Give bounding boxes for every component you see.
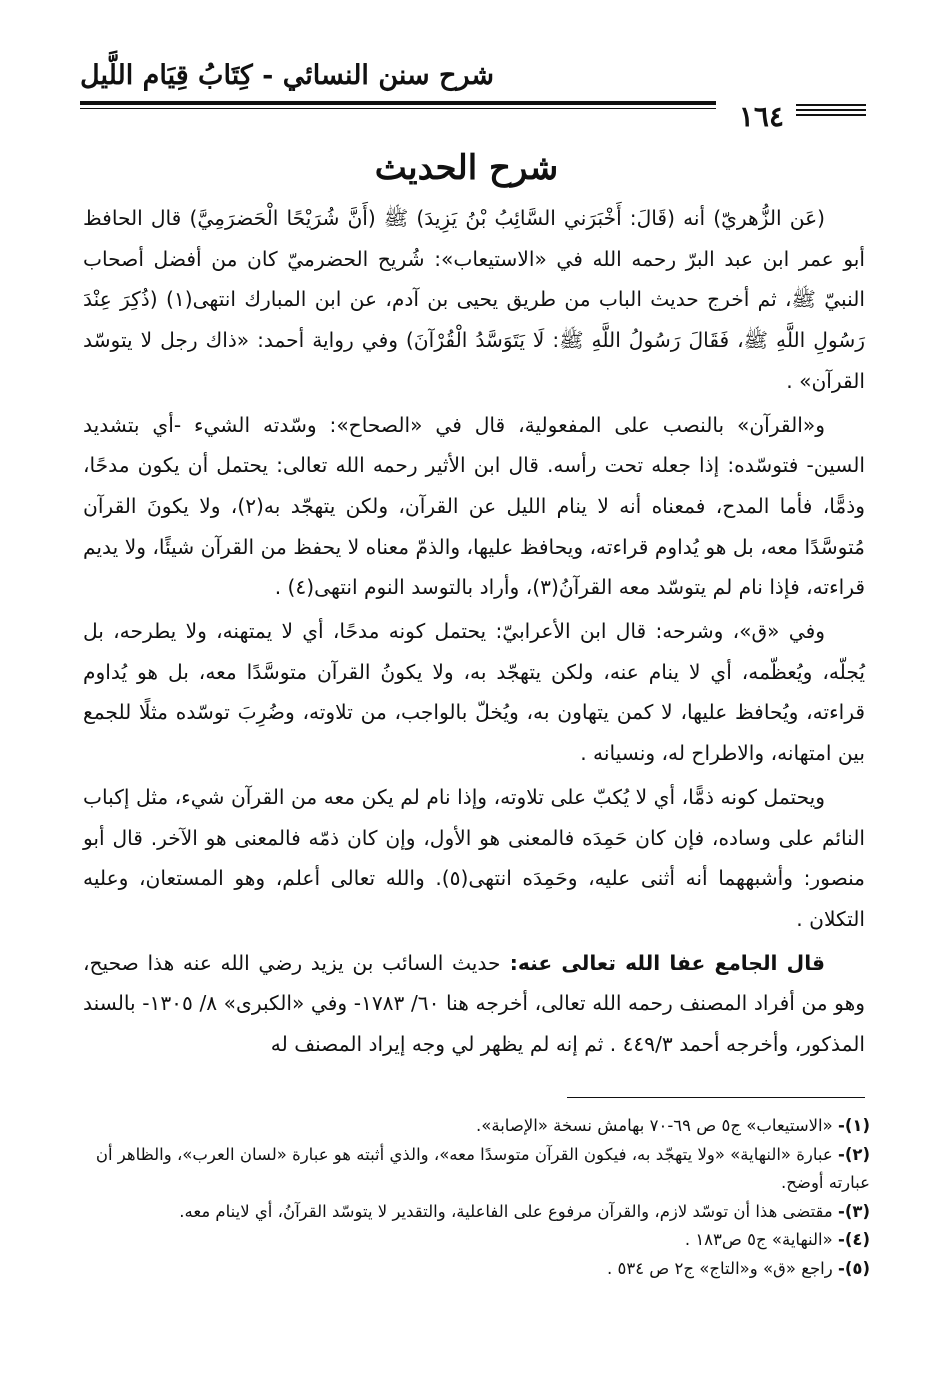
ornament-bar — [796, 109, 866, 111]
footnote-text: «الاستيعاب» ج٥ ص ٦٩-٧٠ بهامش نسخة «الإصابة». — [476, 1116, 838, 1135]
paragraph-lead: قال الجامع عفا الله تعالى عنه: — [500, 950, 825, 975]
footnote — [80, 1141, 870, 1198]
footnote-divider — [567, 1097, 865, 1098]
page-number-ornament — [796, 104, 866, 119]
running-header — [80, 60, 866, 133]
paragraph — [83, 943, 865, 1065]
ornament-bar — [796, 114, 866, 116]
footnote-text: «النهاية» ج٥ ص١٨٣ . — [684, 1230, 838, 1249]
footnote-mark: (٤)- — [837, 1230, 870, 1249]
footnote-mark: (٢)- — [837, 1144, 870, 1164]
paragraph-body: حديث السائب بن يزيد رضي الله عنه هذا صحيح، وهو من أفراد المصنف رحمه الله تعالى، أخرجه هنا ٦٠/ ١٧٨٣- وفي «الكبرى» ٨/ ١٣٠٥- بالسند المذكور، وأخرجه أحمد ٤٤٩/٣ . ثم إنه لم يظهر لي وجه إيراد المصنف له — [83, 950, 866, 1057]
footnote — [80, 1255, 870, 1284]
footnote-mark: (٣)- — [837, 1201, 870, 1221]
page-number: ١٦٤ — [738, 100, 784, 133]
ornament-bar — [796, 104, 866, 106]
footnote-mark: (١)- — [837, 1116, 870, 1135]
footnote — [80, 1112, 870, 1141]
footnote — [80, 1226, 870, 1255]
running-title: شرح سنن النسائي - كِتَابُ قِيَام اللَّيل — [80, 60, 494, 91]
paragraph: (عَن الزُّهريّ) أنه (قَالَ: أَخْبَرَني السَّائِبُ بْنُ يَزِيدَ) ﷺ (أَنَّ شُرَيْحًا الْحَضرَمِيَّ) قال الحافظ أبو عمر ابن عبد البرّ رحمه الله في «الاستيعاب»: شُريح الحضرميّ كان من أفضل أصحاب النبيّ ﷺ، ثم أخرج حديث الباب من طريق يحيى بن آدم، عن ابن المبارك انتهى(١) (ذُكِرَ عِنْدَ رَسُولِ اللَّهِ ﷺ، فَقَالَ رَسُولُ اللَّهِ ﷺ: لَا يَتَوَسَّدُ الْقُرْآنَ) وفي رواية أحمد: «ذاك رجل لا يتوسّد القرآن» . — [83, 206, 866, 393]
footnote-mark: (٥)- — [837, 1258, 870, 1278]
footnote-text: مقتضى هذا أن توسّد لازم، والقرآن مرفوع على الفاعلية، والتقدير لا يتوسّد القرآنُ، أي لاينام معه. — [179, 1201, 838, 1221]
footnote-text: عبارة «النهاية» «ولا يتهجّد به، فيكون القرآن متوسدًا معه»، والذي أثبته هو عبارة «لسان العرب»، والظاهر أن عبارته أوضح. — [95, 1144, 870, 1192]
paragraph: و«القرآن» بالنصب على المفعولية، قال في «الصحاح»: وسّدته الشيء -أي بتشديد السين- فتوسّده: إذا جعله تحت رأسه. قال ابن الأثير رحمه الله تعالى: يحتمل أن يكون مدحًا، وذمًّا، فأما المدح، فمعناه أنه لا ينام الليل عن القرآن، ولكن يتهجّد به(٢)، ولا يكونَ القرآن مُتوسَّدًا معه، بل هو يُداوم قراءته، ويحافظ عليها، والذمّ معناه لا يحفظ من القرآن شيئًا، ولا يديم قراءته، فإذا نام لم يتوسّد معه القرآنُ(٣)، وأراد بالتوسد النوم انتهى(٤) . — [83, 412, 865, 600]
footnote-text: راجع «ق» و«التاج» ج٢ ص ٥٣٤ . — [606, 1258, 838, 1278]
paragraph: ويحتمل كونه ذمًّا، أي لا يُكبّ على تلاوته، وإذا نام لم يكن معه من القرآن شيء، مثل إكباب النائم على وساده، فإن كان حَمِدَه فالمعنى هو الأول، وإن كان ذمّه فالمعنى هو الآخر. قال أبو منصور: وأشبههما أنه أثنى عليه، وحَمِدَه انتهى(٥). والله تعالى أعلم، وهو المستعان، وعليه التكلان . — [83, 784, 865, 931]
section-title: شرح الحديث — [374, 148, 559, 188]
paragraph: وفي «ق»، وشرحه: قال ابن الأعرابيّ: يحتمل كونه مدحًا، أي لا يمتهنه، ولا يطرحه، بل يُجلّه، ويُعظّمه، أي لا ينام عنه، ولكن يتهجّد به، ولا يكونُ القرآن متوسَّدًا معه، بل هو يُداوم قراءته، ويُحافظ عليها، لا كمن يتهاون به، ويُخلّ بالواجب، من تلاوته، وضُرِبَ توسّده مثلًا للجمع بين امتهانه، والاطراح له، ونسيانه . — [83, 619, 865, 766]
footnotes — [80, 1112, 870, 1283]
footnote — [80, 1198, 870, 1227]
body-text — [83, 198, 865, 1065]
